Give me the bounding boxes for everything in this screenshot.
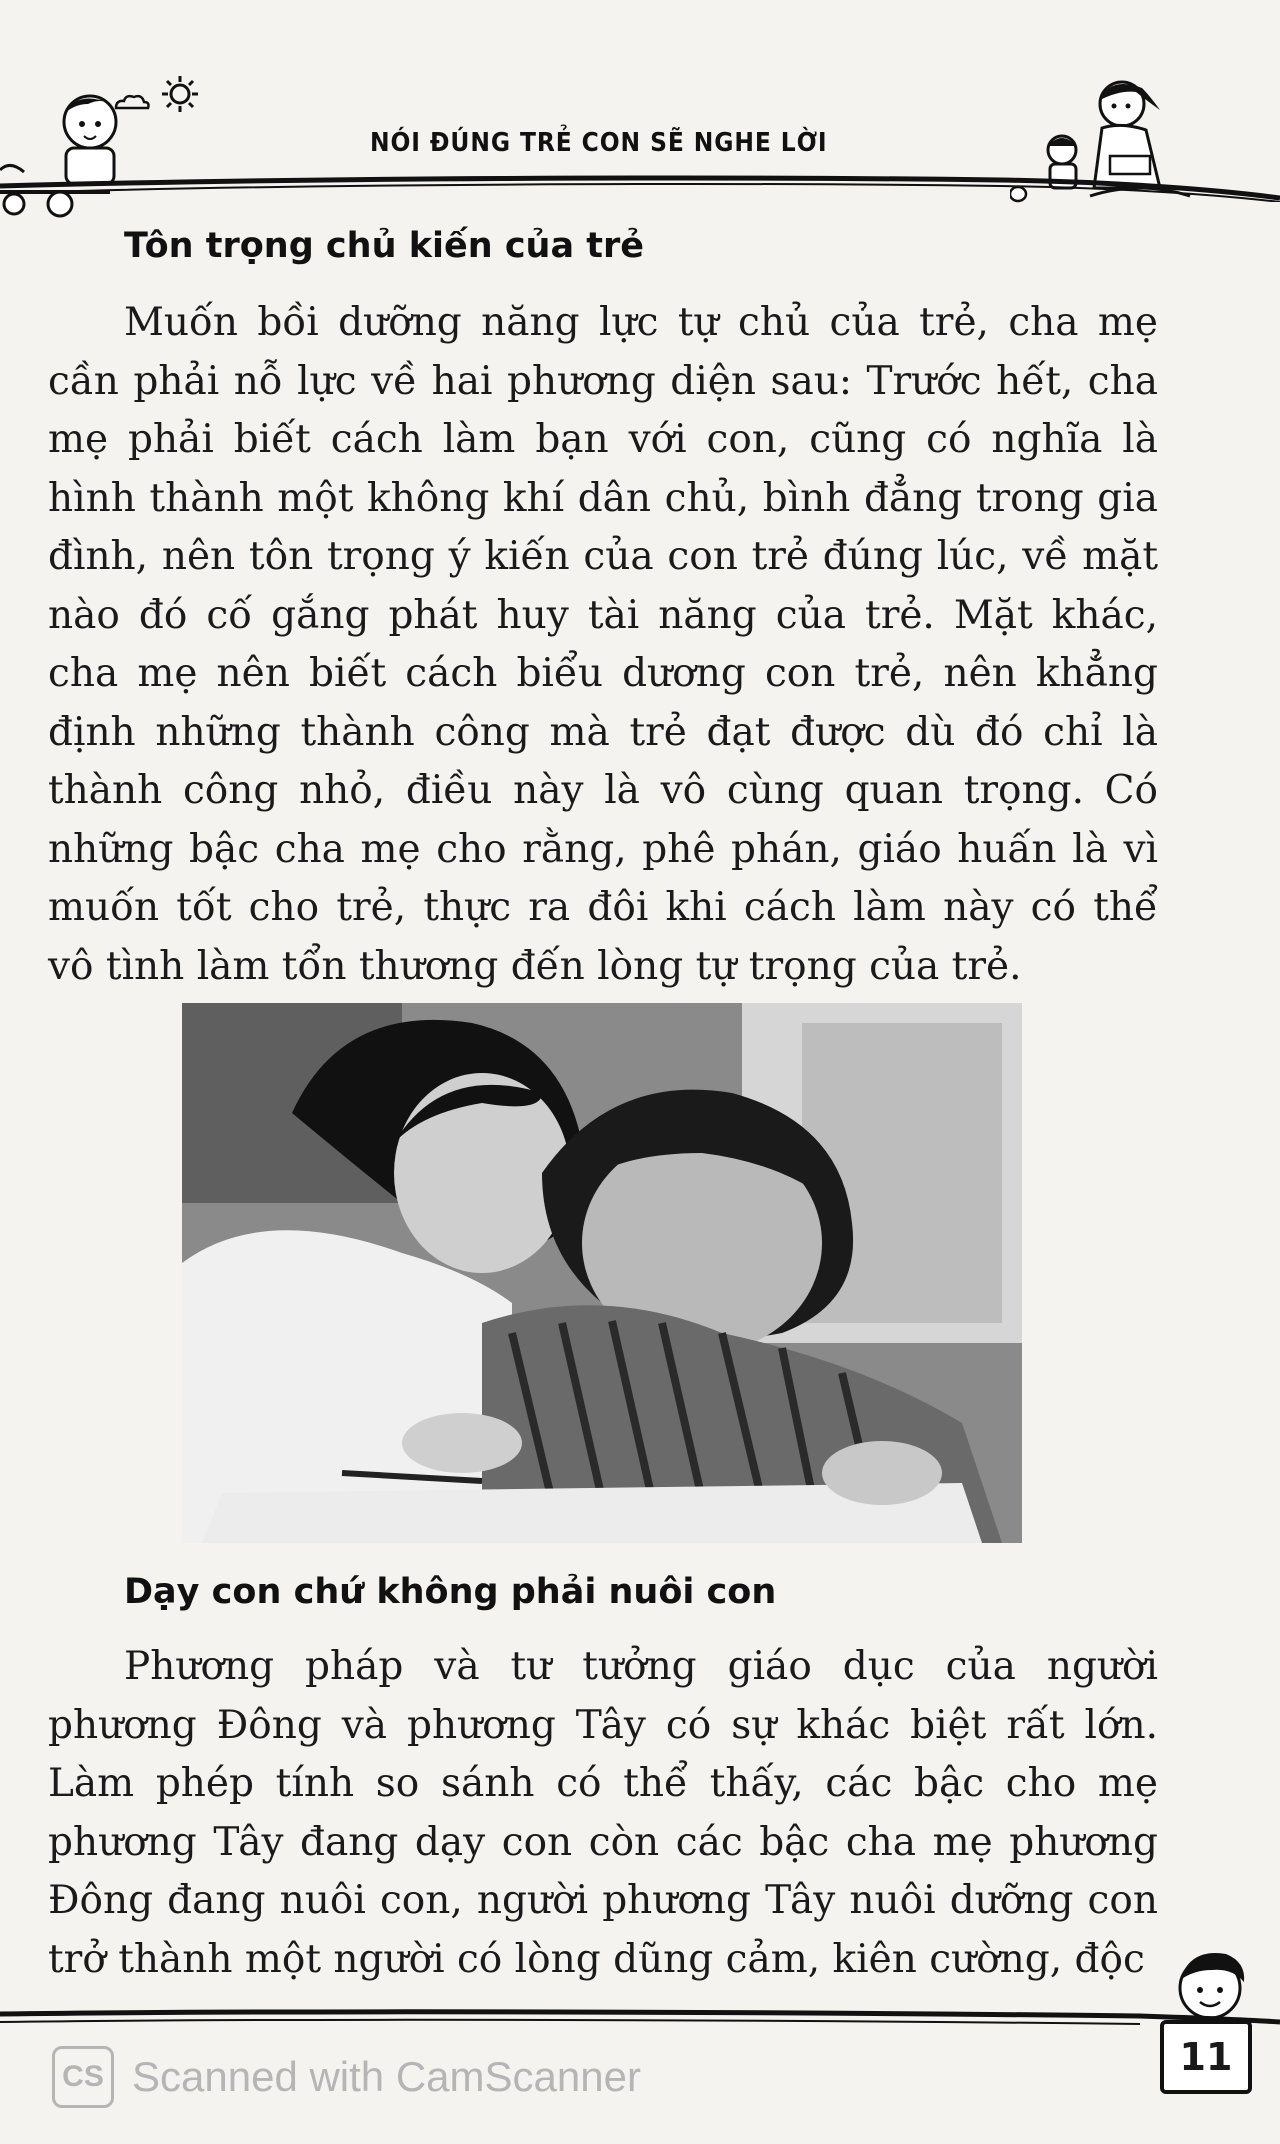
- page-number-text: 11: [1179, 2035, 1233, 2079]
- sun-icon: [160, 74, 200, 114]
- running-header-title: NÓI ĐÚNG TRẺ CON SẼ NGHE LỜI: [370, 128, 828, 158]
- section-heading: Dạy con chứ không phải nuôi con: [124, 1572, 777, 1612]
- section-heading: Tôn trọng chủ kiến của trẻ: [124, 226, 645, 266]
- watermark-text: Scanned with CamScanner: [132, 2053, 641, 2100]
- page-number: [1160, 2020, 1252, 2094]
- camscanner-watermark: [52, 2047, 641, 2107]
- body-paragraph: Muốn bồi dưỡng năng lực tự chủ của trẻ, cha mẹ cần phải nỗ lực về hai phương diện sau: Trước hết, cha mẹ phải biết cách làm bạn với con, cũng có nghĩa là hình thành một không khí dân chủ, bình đẳng trong gia đình, nên tôn trọng ý kiến của con trẻ đúng lúc, về mặt nào đó cố gắng phát huy tài năng của trẻ. Mặt khác, cha mẹ nên biết cách biểu dương con trẻ, nên khẳng định những thành công mà trẻ đạt được dù đó chỉ là thành công nhỏ, điều này là vô cùng quan trọng. Có những bậc cha mẹ cho rằng, phê phán, giáo huấn là vì muốn tốt cho trẻ, thực ra đôi khi cách làm này có thể vô tình làm tổn thương đến lòng tự trọng của trẻ.: [48, 300, 1158, 989]
- footer-rule: [0, 2004, 1280, 2034]
- cloud-icon: [112, 92, 152, 112]
- camscanner-logo-icon: CS: [52, 2046, 114, 2108]
- header-rule: [0, 172, 1280, 202]
- body-paragraph: Phương pháp và tư tưởng giáo dục của người phương Đông và phương Tây có sự khác biệt rất lớn. Làm phép tính so sánh có thể thấy, các bậc cho mẹ phương Tây đang dạy con còn các bậc cha mẹ phương Đông đang nuôi con, người phương Tây nuôi dưỡng con trở thành một người có lòng dũng cảm, kiên cường, độc: [48, 1644, 1158, 1982]
- mother-and-son-photo: [182, 1003, 1022, 1543]
